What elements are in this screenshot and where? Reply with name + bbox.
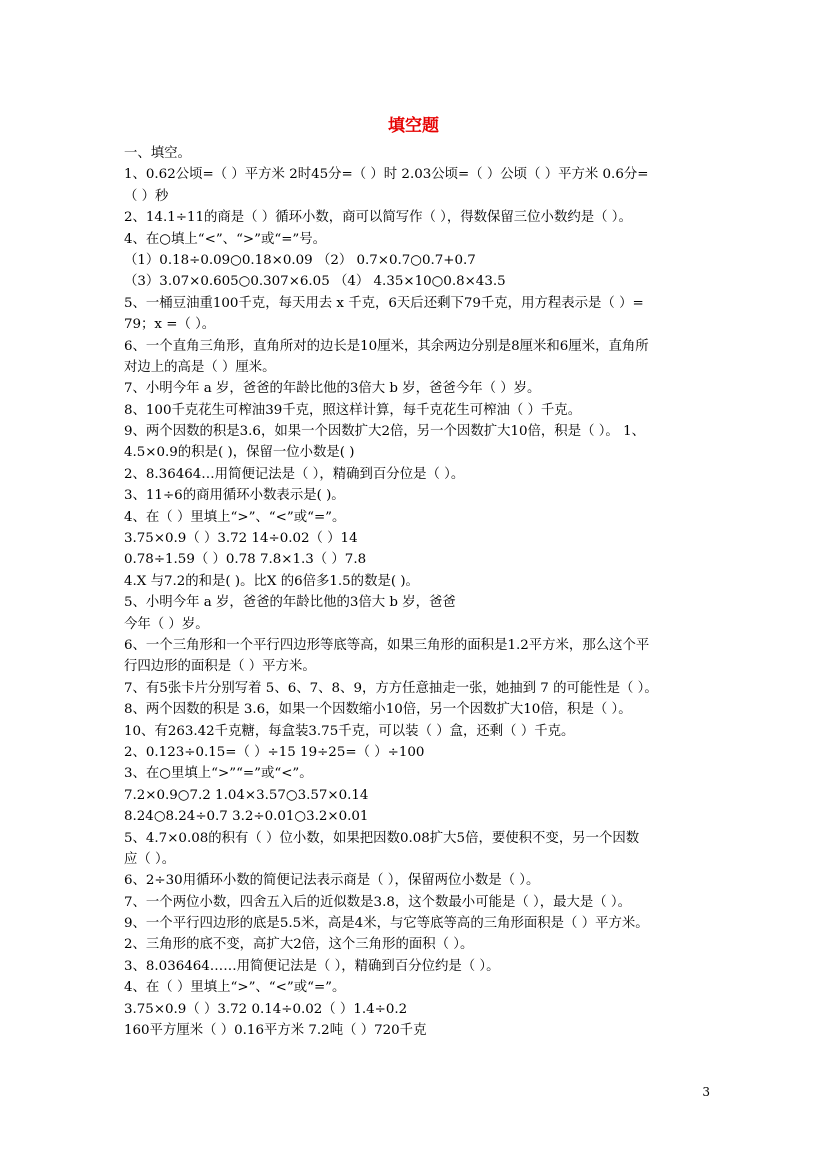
text-line: 3.75×0.9（ ）3.72 14÷0.02（ ）14 xyxy=(124,531,358,547)
text-line: 一、填空。 xyxy=(124,146,191,161)
text-line: 0.78÷1.59（ ）0.78 7.8×1.3（ ）7.8 xyxy=(124,552,367,568)
text-line: 1、0.62公顷=（ ）平方米 2时45分=（ ）时 2.03公顷=（ ）公顷（ ）平方米 0.6分= xyxy=(124,167,649,183)
text-line: 6、2÷30用循环小数的简便记法表示商是（ ），保留两位小数是（ ）。 xyxy=(124,873,540,889)
page-number: 3 xyxy=(702,1085,710,1099)
text-line: 7.2×0.9○7.2 1.04×3.57○3.57×0.14 xyxy=(124,787,369,803)
text-line: （1）0.18÷0.09○0.18×0.09 （2） 0.7×0.7○0.7+0.7 xyxy=(124,252,476,268)
text-line: 10、有263.42千克糖，每盒装3.75千克，可以装（ ）盒，还剩（ ）千克。 xyxy=(124,723,575,739)
text-line: 4.X 与7.2的和是( )。比X 的6倍多1.5的数是( )。 xyxy=(124,573,419,589)
text-line: 2、8.36464…用简便记法是（ ），精确到百分位是（ ）。 xyxy=(124,466,465,482)
text-line: 7、一个两位小数，四舍五入后的近似数是3.8，这个数最小可能是（ ），最大是（ ）。 xyxy=(124,894,631,910)
text-line: 对边上的高是（ ）厘米。 xyxy=(124,359,276,375)
text-line: 行四边形的面积是（ ）平方米。 xyxy=(124,659,316,675)
text-line: 5、小明今年 a 岁，爸爸的年龄比他的3倍大 b 岁，爸爸 xyxy=(124,595,456,611)
text-line: （ ）秒 xyxy=(124,188,169,204)
text-line: 2、0.123÷0.15=（ ）÷15 19÷25=（ ）÷100 xyxy=(124,744,425,760)
text-line: 今年（ ）岁。 xyxy=(124,616,209,632)
text-line: 3、8.036464……用简便记法是（ ），精确到百分位约是（ ）。 xyxy=(124,958,500,974)
text-line: 9、两个因数的积是3.6，如果一个因数扩大2倍，另一个因数扩大10倍，积是（ ）。 1、 xyxy=(124,424,645,440)
text-line: 3、在○里填上“>”“=”或“<”。 xyxy=(124,766,313,782)
text-line: 8、两个因数的积是 3.6，如果一个因数缩小10倍，另一个因数扩大10倍，积是（ ）。 xyxy=(124,702,632,718)
text-line: 5、一桶豆油重100千克，每天用去 x 千克，6天后还剩下79千克，用方程表示是（ ）= xyxy=(124,295,644,311)
text-line: 6、一个三角形和一个平行四边形等底等高，如果三角形的面积是1.2平方米，那么这个平 xyxy=(124,637,650,653)
text-line: （3）3.07×0.605○0.307×6.05 （4） 4.35×10○0.8×43.5 xyxy=(124,274,506,290)
text-line: 7、有5张卡片分别写着 5、6、7、8、9，方方任意抽走一张，她抽到 7 的可能性是（ ）。 xyxy=(124,680,658,696)
page-title: 填空题 xyxy=(388,116,439,136)
text-line: 8、100千克花生可榨油39千克，照这样计算，每千克花生可榨油（ ）千克。 xyxy=(124,402,582,418)
text-line: 4、在（ ）里填上“>”、“<”或“=”。 xyxy=(124,980,346,996)
text-line: 160平方厘米（ ）0.16平方米 7.2吨（ ）720千克 xyxy=(124,1023,427,1039)
text-line: 4.5×0.9的积是( )，保留一位小数是( ) xyxy=(124,445,355,461)
text-line: 4、在○填上“<”、“>”或“=”号。 xyxy=(124,231,327,247)
text-line: 2、14.1÷11的商是（ ）循环小数，商可以简写作（ ），得数保留三位小数约是（ ）。 xyxy=(124,210,632,226)
text-line: 2、三角形的底不变，高扩大2倍，这个三角形的面积（ ）。 xyxy=(124,937,474,953)
text-line: 8.24○8.24÷0.7 3.2÷0.01○3.2×0.01 xyxy=(124,809,369,825)
text-line: 应（ ）。 xyxy=(124,851,176,867)
text-line: 6、一个直角三角形，直角所对的边长是10厘米，其余两边分别是8厘米和6厘米，直角所 xyxy=(124,338,649,354)
text-line: 4、在（ ）里填上“>”、“<”或“=”。 xyxy=(124,509,346,525)
text-line: 79；x =（ ）。 xyxy=(124,317,216,333)
text-line: 5、4.7×0.08的积有（ ）位小数，如果把因数0.08扩大5倍，要使积不变，另一个因数 xyxy=(124,830,640,846)
text-line: 9、一个平行四边形的底是5.5米，高是4米，与它等底等高的三角形面积是（ ）平方米。 xyxy=(124,916,649,932)
question-list xyxy=(124,143,714,1041)
text-line: 3、11÷6的商用循环小数表示是( )。 xyxy=(124,488,345,504)
text-line: 7、小明今年 a 岁，爸爸的年龄比他的3倍大 b 岁，爸爸今年（ ）岁。 xyxy=(124,381,541,397)
text-line: 3.75×0.9（ ）3.72 0.14÷0.02（ ）1.4÷0.2 xyxy=(124,1001,408,1017)
